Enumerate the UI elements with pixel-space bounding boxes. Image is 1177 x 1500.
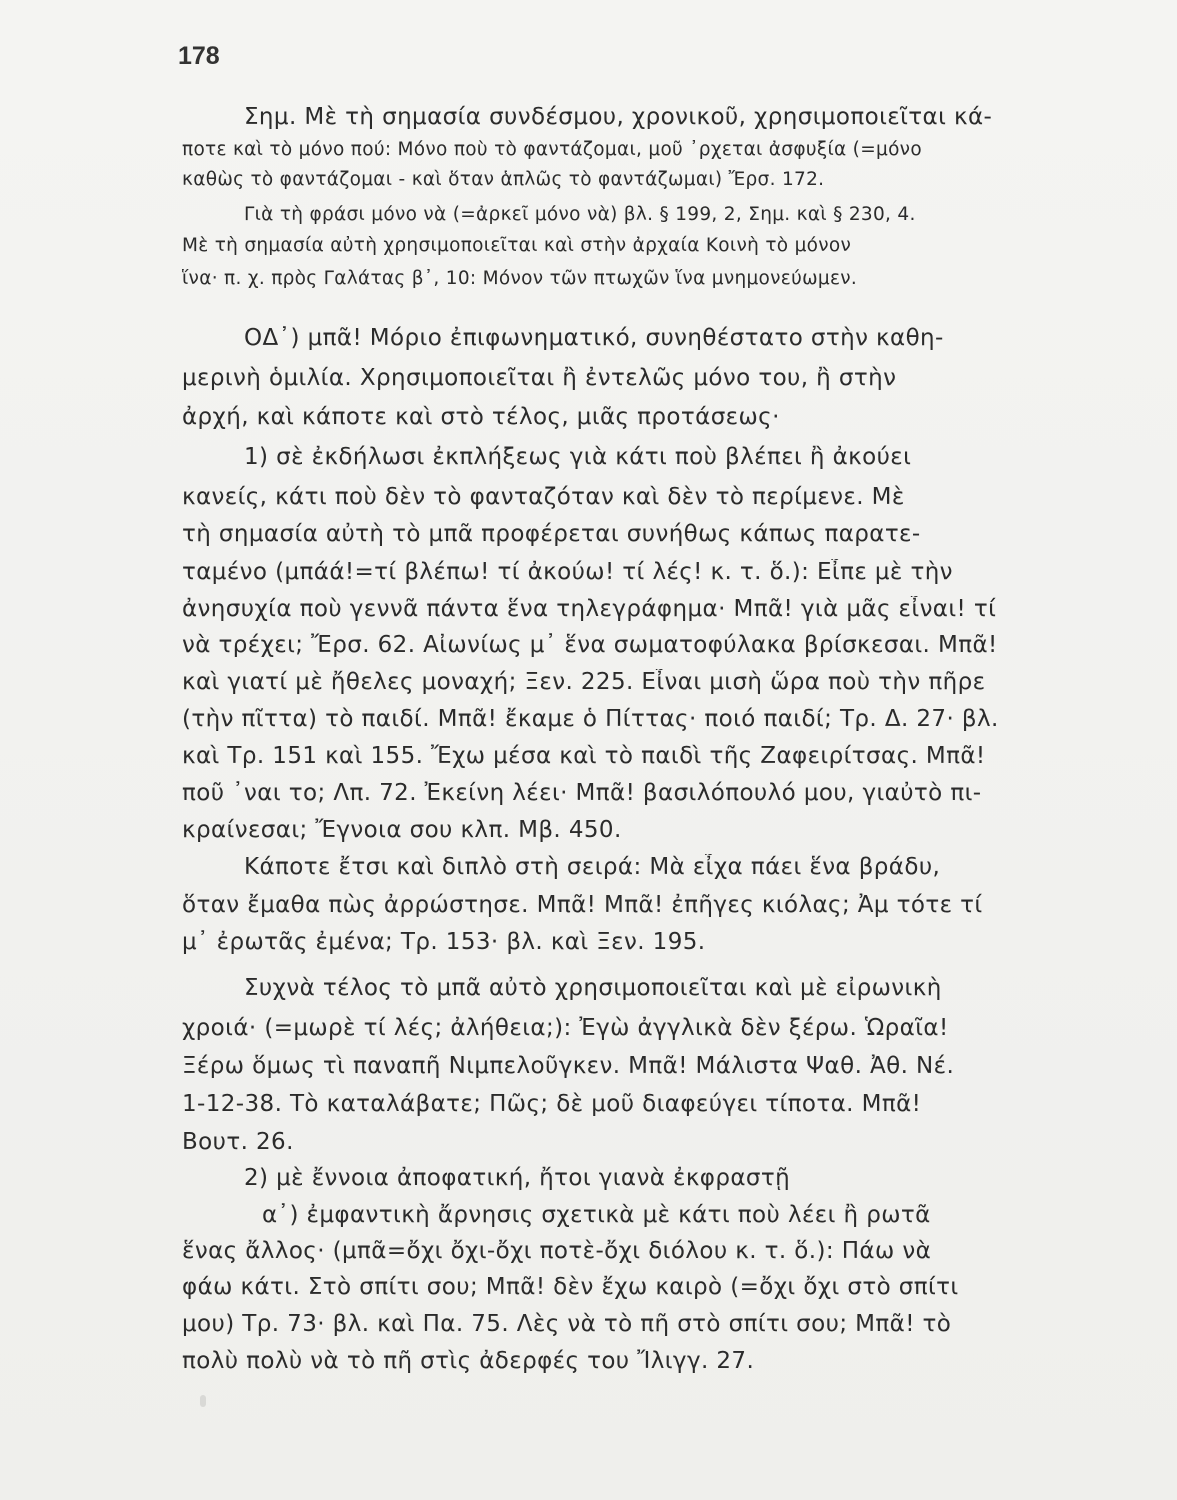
text-line: καθὼς τὸ φαντάζομαι - καὶ ὅταν ἁπλῶς τὸ φαντάζωμαι) Ἔρσ. 172. xyxy=(182,169,825,190)
text-line: μου) Τρ. 73· βλ. καὶ Πα. 75. Λὲς νὰ τὸ πῆ στὸ σπίτι σου; Μπᾶ! τὸ xyxy=(182,1311,952,1337)
text-line: Κάποτε ἔτσι καὶ διπλὸ στὴ σειρά: Μὰ εἶχα πάει ἕνα βράδυ, xyxy=(244,854,941,880)
text-line: φάω κάτι. Στὸ σπίτι σου; Μπᾶ! δὲν ἔχω καιρὸ (=ὄχι ὄχι στὸ σπίτι xyxy=(182,1274,959,1300)
text-line: 1-12-38. Τὸ καταλάβατε; Πῶς; δὲ μοῦ διαφεύγει τίποτα. Μπᾶ! xyxy=(182,1091,922,1117)
text-line: Μὲ τὴ σημασία αὐτὴ χρησιμοποιεῖται καὶ στὴν ἀρχαία Κοινὴ τὸ μόνον xyxy=(182,235,852,256)
text-line: Βουτ. 26. xyxy=(182,1129,294,1155)
text-line: μ᾽ ἐρωτᾶς ἐμένα; Τρ. 153· βλ. καὶ Ξεν. 195. xyxy=(182,929,706,955)
text-line: ἕνας ἄλλος· (μπᾶ=ὄχι ὄχι-ὄχι ποτὲ-ὄχι διόλου κ. τ. ὅ.): Πάω νὰ xyxy=(182,1238,932,1264)
text-line: κανείς, κάτι ποὺ δὲν τὸ φανταζόταν καὶ δὲν τὸ περίμενε. Μὲ xyxy=(182,484,905,510)
text-line: Σημ. Μὲ τὴ σημασία συνδέσμου, χρονικοῦ, χρησιμοποιεῖται κά- xyxy=(244,104,993,130)
text-line: Συχνὰ τέλος τὸ μπᾶ αὐτὸ χρησιμοποιεῖται καὶ μὲ εἰρωνικὴ xyxy=(244,975,942,1001)
text-line: καὶ γιατί μὲ ἤθελες μοναχή; Ξεν. 225. Εἶναι μισὴ ὥρα ποὺ τὴν πῆρε xyxy=(182,669,986,695)
text-line: Γιὰ τὴ φράσι μόνο νὰ (=ἀρκεῖ μόνο νὰ) βλ. § 199, 2, Σημ. καὶ § 230, 4. xyxy=(244,204,916,225)
text-line: ἵνα· π. χ. πρὸς Γαλάτας β᾽, 10: Μόνον τῶν πτωχῶν ἵνα μνημονεύωμεν. xyxy=(182,268,858,289)
text-line: Ξέρω ὅμως τὶ παναπῆ Νιμπελοῦγκεν. Μπᾶ! Μάλιστα Ψαθ. Ἀθ. Νέ. xyxy=(182,1053,955,1079)
text-line: ποτε καὶ τὸ μόνο πού: Μόνο ποὺ τὸ φαντάζομαι, μοῦ ᾽ρχεται ἀσφυξία (=μόνο xyxy=(182,139,922,160)
text-line: ἀρχή, καὶ κάποτε καὶ στὸ τέλος, μιᾶς προτάσεως· xyxy=(182,404,780,430)
text-line: χροιά· (=μωρὲ τί λές; ἀλήθεια;): Ἐγὼ ἀγγλικὰ δὲν ξέρω. Ὡραῖα! xyxy=(182,1015,949,1041)
text-line: 1) σὲ ἐκδήλωσι ἐκπλήξεως γιὰ κάτι ποὺ βλέπει ἢ ἀκούει xyxy=(244,444,912,470)
text-line: τὴ σημασία αὐτὴ τὸ μπᾶ προφέρεται συνήθως κάπως παρατε- xyxy=(182,521,921,547)
text-line: 2) μὲ ἔννοια ἀποφατική, ἤτοι γιανὰ ἐκφραστῇ xyxy=(244,1165,791,1191)
text-line: κραίνεσαι; Ἔγνοια σου κλπ. Μβ. 450. xyxy=(182,817,622,843)
text-line: νὰ τρέχει; Ἔρσ. 62. Αἰωνίως μ᾽ ἕνα σωματοφύλακα βρίσκεσαι. Μπᾶ! xyxy=(182,632,998,658)
text-line: ΟΔ᾽) μπᾶ! Μόριο ἐπιφωνηματικό, συνηθέστατο στὴν καθη- xyxy=(244,325,944,351)
text-line: μερινὴ ὁμιλία. Χρησιμοποιεῖται ἢ ἐντελῶς μόνο του, ἢ στὴν xyxy=(182,365,897,391)
page-smudge xyxy=(200,1395,206,1407)
text-line: ποῦ ᾽ναι το; Λπ. 72. Ἐκείνη λέει· Μπᾶ! βασιλόπουλό μου, γιαὐτὸ πι- xyxy=(182,780,982,806)
page-number: 178 xyxy=(178,42,220,70)
text-line: ἀνησυχία ποὺ γεννᾶ πάντα ἕνα τηλεγράφημα· Μπᾶ! γιὰ μᾶς εἶναι! τί xyxy=(182,596,997,622)
text-line: καὶ Τρ. 151 καὶ 155. Ἔχω μέσα καὶ τὸ παιδὶ τῆς Ζαφειρίτσας. Μπᾶ! xyxy=(182,743,986,769)
text-line: α᾽) ἐμφαντικὴ ἄρνησις σχετικὰ μὲ κάτι ποὺ λέει ἢ ρωτᾶ xyxy=(262,1202,931,1228)
text-line: ταμένο (μπάά!=τί βλέπω! τί ἀκούω! τί λές! κ. τ. ὅ.): Εἶπε μὲ τὴν xyxy=(182,559,953,585)
text-line: πολὺ πολὺ νὰ τὸ πῆ στὶς ἀδερφές του Ἴλιγγ. 27. xyxy=(182,1348,755,1374)
text-line: ὅταν ἔμαθα πὼς ἀρρώστησε. Μπᾶ! Μπᾶ! ἐπῆγες κιόλας; Ἀμ τότε τί xyxy=(182,892,983,918)
text-line: (τὴν πῖττα) τὸ παιδί. Μπᾶ! ἔκαμε ὁ Πίττας· ποιό παιδί; Τρ. Δ. 27· βλ. xyxy=(182,706,999,732)
